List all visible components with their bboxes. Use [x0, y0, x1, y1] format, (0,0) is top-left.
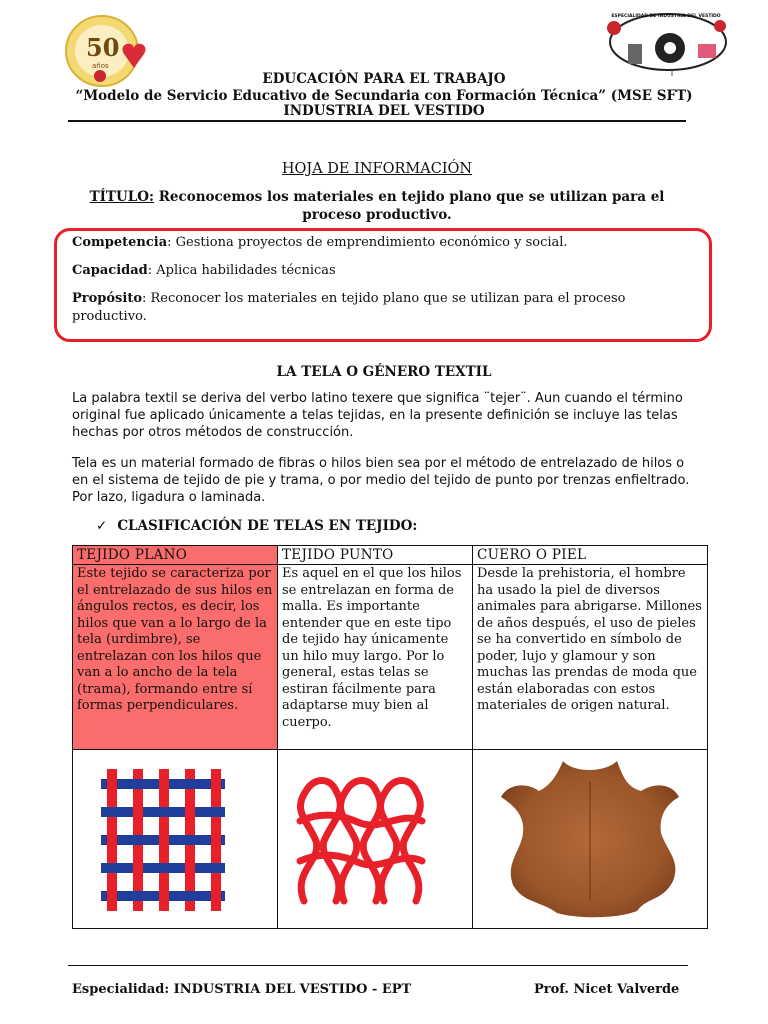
plain-weave-illustration [77, 751, 273, 923]
header-tejido-punto: TEJIDO PUNTO [278, 546, 473, 565]
section-title: LA TELA O GÉNERO TEXTIL [276, 364, 492, 380]
title-text: Reconocemos los materiales en tejido plano que se utilizan para el [158, 189, 665, 205]
classification-heading: ✓ CLASIFICACIÓN DE TELAS EN TEJIDO: [96, 518, 418, 534]
footer-teacher: Prof. Nicet Valverde [534, 982, 680, 997]
weave-image-cell [73, 750, 278, 929]
paragraph-1: La palabra textil se deriva del verbo latino texere que significa ¨tejer¨. Aun cuando el término original fue aplicado únicamente a telas tejidas, en la presente definición se incluye las telas hechas por otros métodos de construcción. [72, 391, 683, 440]
desc-cuero-piel: Desde la prehistoria, el hombre ha usado la piel de diversos animales para abrigarse. Millones de años después, el uso de pieles se ha convertido en símbolo de poder, lujo y glamour y son muchas las prendas de moda que están elaboradas con estos materiales de origen natural. [473, 565, 708, 750]
cowhide-illustration [477, 751, 703, 923]
sheet-title-line2: proceso productivo. [302, 207, 452, 223]
header-cuero-piel: CUERO O PIEL [473, 546, 708, 565]
capacidad-label: Capacidad [72, 263, 148, 278]
desc-tejido-plano: Este tejido se caracteriza por el entrelazado de sus hilos en ángulos rectos, es decir, los hilos que van a lo largo de la tela (urdimbre), se entrelazan con los hilos que van a lo ancho de la tela (trama), formando entre sí formas perpendiculares. [73, 565, 278, 750]
footer-rule [68, 965, 688, 966]
competencia-row [72, 234, 692, 252]
header-tejido-plano: TEJIDO PLANO [73, 546, 278, 565]
header-line-3: INDUSTRIA DEL VESTIDO [283, 103, 485, 119]
competencia-label: Competencia [72, 235, 168, 250]
capacidad-row [72, 262, 692, 280]
knit-loop-illustration [282, 751, 468, 923]
fabric-classification-table [72, 545, 708, 929]
sheet-heading: HOJA DE INFORMACIÓN [281, 161, 473, 177]
logo-sub: años [92, 62, 109, 70]
competencia-text: : Gestiona proyectos de emprendimiento económico y social. [167, 235, 568, 250]
header-rule [68, 120, 686, 122]
proposito-label: Propósito [72, 291, 142, 306]
specialty-logo-caption: ESPECIALIDAD DE INDUSTRIA DEL VESTIDO [611, 14, 721, 19]
header-line-1: EDUCACIÓN PARA EL TRABAJO [262, 71, 506, 87]
footer-specialty: Especialidad: INDUSTRIA DEL VESTIDO - EPT [72, 982, 412, 997]
knit-image-cell [278, 750, 473, 929]
proposito-row-2: productivo. [72, 309, 147, 324]
check-icon: ✓ [96, 518, 108, 534]
hide-image-cell [473, 750, 708, 929]
title-label: TÍTULO: [89, 189, 154, 205]
desc-tejido-punto: Es aquel en el que los hilos se entrelazan en forma de malla. Es importante entender que en este tipo de tejido hay únicamente un hilo muy largo. Por lo general, estas telas se estiran fácilmente para adaptarse muy bien al cuerpo. [278, 565, 473, 750]
specialty-logo [602, 12, 728, 78]
capacidad-text: : Aplica habilidades técnicas [147, 263, 336, 278]
header-line-2: “Modelo de Servicio Educativo de Secundaria con Formación Técnica” (MSE SFT) [75, 88, 693, 104]
proposito-row [72, 290, 692, 308]
logo-number: 50 [86, 33, 120, 62]
paragraph-2: Tela es un material formado de fibras o hilos bien sea por el método de entrelazado de hilos o en el sistema de tejido de pie y trama, o por medio del tejido de punto por trenzas enfieltrado. Por lazo, ligadura o laminada. [72, 456, 690, 505]
proposito-text: : Reconocer los materiales en tejido plano que se utilizan para el proceso [142, 291, 626, 306]
sheet-title [68, 189, 686, 205]
